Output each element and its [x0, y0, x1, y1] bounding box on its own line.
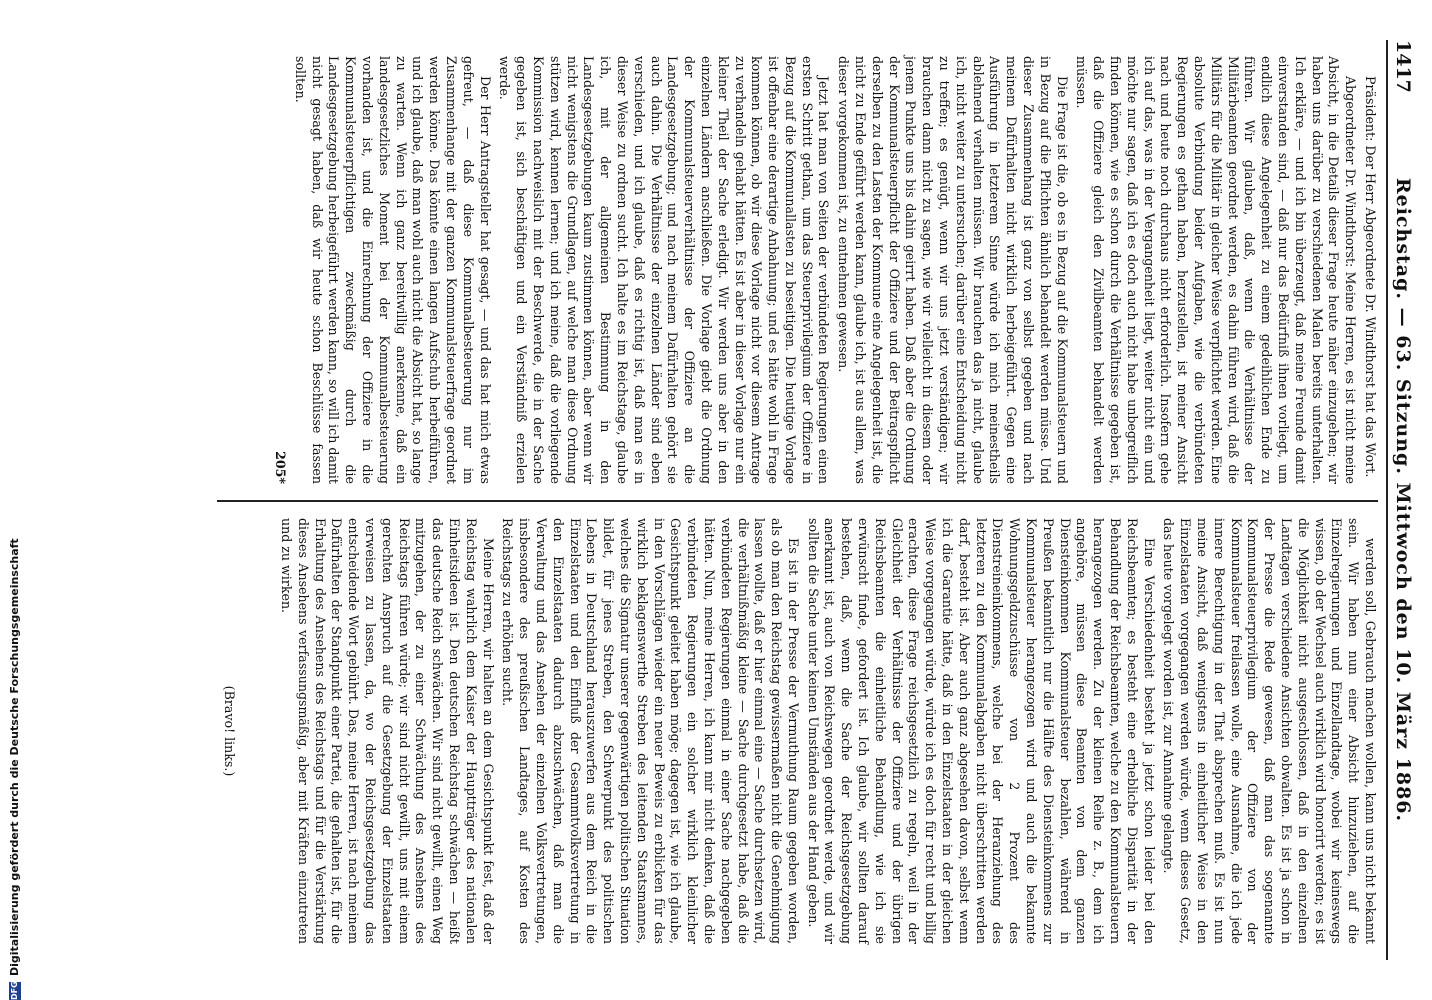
- digitization-note: Digitalisierung gefördert durch die Deutsche Forschungsgemeinschaft: [8, 538, 21, 976]
- right-column: [217, 500, 1378, 960]
- text-columns: [217, 40, 1378, 960]
- session-title: Reichstag. — 63. Sitzung. Mittwoch den 10. März 1886.: [1392, 177, 1414, 823]
- applause-note: (Bravo! links.): [222, 685, 238, 777]
- paragraph: werden soll, Gebrauch machen wollen, kann uns nicht bekannt sein. Wir haben nun einer Absicht hinzuziehen, auf die Einzelregierungen und Einzellandtage, wobei wir keineswegs wissen, ob der Wechsel auch wirklich wird honorirt werden; es ist die Möglichkeit nicht ausgeschlossen, daß in den einzelnen Landtagen verschiedene Ansichten obwalten. Es ist ja schon in der Presse die Rede gewesen, daß man das sogenannte Kommunalsteuerprivilegium der Offiziere von der Kommunalsteuer freilassen wolle, eine Ausnahme, die ich jede innere Berechtigung in der That absprechen muß. Es ist nun meine Ansicht, daß wenigstens in einheitlicher Weise in den Einzelstaaten vorgegangen werden würde, wenn dieses Gesetz, das heute vorgelegt worden ist, zur Annahme gelangte.: [1161, 518, 1378, 944]
- paragraph: Eine Verschiedenheit besteht ja jetzt schon leider bei den Reichsbeamten; es besteht eine erhebliche Disparität in der Behandlung der Reichsbeamten, welche zu den Kommunalsteuern herangezogen werden. Zu der kleinen Reihe z. B., dem ich angehöre, müssen diese Beamten von dem ganzen Diensteinkommen Kommunalsteuer bezahlen, während in Preußen bekanntlich nur die Hälfte des Diensteinkommens zur Kommunalsteuer herangezogen wird und auch die bekannte Wohnungsgeldzuschüsse von 2 Prozent des Dienstreineinkommens, welche bei der Heranziehung des letzteren zu den Kommunalabgaben nicht überschritten werden darf, besteht ist. Aber auch ganz abgesehen davon, selbst wenn ich die Garantie hätte, daß in den Einzelstaaten in der gleichen Weise vorgegangen würde, würde ich es doch für recht und billig erachten, diese Frage reichsgesetzlich zu regeln, weil in der Gleichheit der Verhältnisse der Offiziere und der übrigen Reichsbeamten die einheitliche Behandlung, wie ich sie erwünscht finde, gefordert ist. Ich glaube, wir sollten darauf bestehen, daß, wenn die Sache der Reichsgesetzgebung anerkannt ist, auch von Reichswegen geordnet werde, und wir sollten die Sache unter keinen Umständen aus der Hand geben.: [805, 518, 1157, 944]
- left-column: [217, 40, 1378, 500]
- page-number: 1417: [1392, 40, 1414, 93]
- paragraph: Die Frage ist die, ob es in Bezug auf die Kommunalsteuern und in Bezug auf die Pflichten ähnlich behandelt werden müsse. Und dieser Zusammenhang ist ganz von selbst gegeben und nach meinem Dafürhalten nicht wirklich herbeigeführt. Gegen eine Ausführung in letzterem Sinne würde ich mich meinestheils ablehnend verhalten müssen. Wir brauchen das ja nicht, glaube ich, nicht weiter zu untersuchen; darüber eine Entscheidung nicht zu treffen; es genügt, wenn wir uns jetzt verständigen; wir brauchen dann nicht zu sagen, wie wir vielleicht in diesem oder jenem Punkte uns bis dahin geirrt haben. Daß aber die Ordnung der Kommunalsteuerpflicht der Offiziere und der Beitragspflicht derselben zu den Lasten der Kommune eine Angelegenheit ist, die nicht zu Ende geführt werden kann, glaube ich, ist aus allem, was dieser vorgekommen ist, zu entnehmen gewesen.: [836, 56, 1070, 484]
- document-page: [32, 0, 1432, 1000]
- sheet-number: 205*: [273, 451, 288, 484]
- digitization-strip: [0, 0, 21, 1000]
- paragraph: Meine Herren, wir halten an dem Gesichtspunkt fest, daß der Reichstag wahrlich dem Kaiser der Hauptträger des nationalen Einheitsideen ist. Den deutschen Reichstag schwächen — heißt das deutsche Reich schwächen. Wir sind nicht gewillt, einen Weg mitzugehen, der zu einer Schwächung des Ansehens des Reichstags führen würde; wir sind nicht gewillt, uns mit einem gerechten Anspruch auf die Gesetzgebung der Einzelstaaten verweisen zu lassen, da, wo der Reichsgesetzgebung das entscheidende Wort gebührt. Das, meine Herren, ist nach meinem Dafürhalten der Standpunkt einer Partei, die gehalten ist, für die Erhaltung des Ansehens des Reichstags und für die Verstärkung dieses Ansehens verfassungsmäßig, aber mit Kräften einzutreten und zu wirken.: [279, 518, 496, 944]
- paragraph: Der Herr Antragsteller hat gesagt, — und das hat mich etwas gefreut, — daß diese Kommunalbesteuerung nur im Zusammenhange mit der ganzen Kommunalsteuerfrage geordnet werden könne. Das könnte einen langen Aufschub herbeiführen, und ich glaube, daß man wohl auch nicht die Absicht hat, so lange zu warten. Wenn ich ganz bereitwillig anerkenne, daß ein landesgesetzliches Moment bei der Kommunalbesteuerung vorhanden ist, und die Einrechnung der Offiziere in die Kommunalsteuerpflichtigen zweckmäßig durch die Landesgesetzgebung herbeigeführt werden kann, so will ich damit nicht gesagt haben, daß wir heute schon Beschlüsse fassen sollten.: [292, 56, 493, 484]
- paragraph: Jetzt hat man von Seiten der verbündeten Regierungen einen ersten Schritt gethan, um das Steuerprivilegium der Offiziere in Bezug auf die Kommunallasten zu beseitigen. Die heutige Vorlage ist offenbar eine derartige Anbahnung; und es hätte wohl in Frage kommen können, ob wir diese Vorlage nicht vor diesem Antrage zu verhandeln gehabt hätten. Es ist aber in dieser Vorlage nur ein kleiner Theil der Sache erledigt. Wir werden uns aber in den einzelnen Ländern anschließen. Die Vorlage giebt die Ordnung der Kommunalsteuerverhältnisse der Offiziere an die Landesgesetzgebung; und nach meinem Dafürhalten gehört sie auch dahin. Die Verhältnisse der einzelnen Länder sind eben verschieden, und ich glaube, daß es richtig ist, daß man es in dieser Weise zu ordnen sucht. Ich halte es im Reichstage, glaube ich, mit der allgemeinen Bestimmung in den Landesgesetzgebungen kaum zustimmen können, aber wenn wir nicht wenigstens die Grundlagen, auf welche man diese Ordnung stützen wird, kennen lernen; und ich meine, daß die vorliegende Kommission nachweislich mit der Beschwerde, die in der Sache gegeben ist, sich beschäftigen und ein Verständniß erzielen werde.: [497, 56, 832, 484]
- dfg-logo-icon: DFG: [9, 981, 19, 1000]
- paragraph: Präsident: Der Herr Abgeordnete Dr. Windthorst hat das Wort.: [1363, 76, 1378, 478]
- paragraph: Es ist in der Presse der Vermuthung Raum gegeben worden, als ob man den Reichstag gewissermaßen nicht die Genehmigung lassen wollte, daß er hier einmal eine — Sache durchsetzen wird, die verhältnißmäßig kleine — Sache durchgesetzt habe, daß die verbündeten Regierungen einmal in einer Sache nachgegeben hätten. Nun, meine Herren, ich kann mir nicht denken, daß die verbündeten Regierungen ein solcher wirklich kleinlicher Gesichtspunkt geleitet haben möge; dagegen ist, wie ich glaube, in den Vorschlägen wieder ein neuer Beweis zu erblicken für das wirklich beklagenswerthe Streben des leitenden Staatsmannes, welches die Signatur unserer gegenwärtigen politischen Situation bildet, für jenes Streben, den Schwerpunkt des politischen Lebens in Deutschland herauszuwerfen aus dem Reich in die Einzelstaaten und den Einfluß der Gesammtvolksvertretung in den Einzelstaaten dadurch abzuschwächen, daß man die Verwaltung und das Ansehen der einzelnen Volksvertretungen, insbesondere des preußischen Landtages, auf Kosten des Reichstags zu erhöhen sucht.: [500, 518, 801, 944]
- paragraph: Abgeordneter Dr. Windthorst: Meine Herren, es ist nicht meine Absicht, in die Details dieser Frage heute näher einzugehen; wir haben uns darüber zu verschiedenen Malen bereits unterhalten. Ich erkläre, — und ich bin überzeugt, daß meine Freunde damit einverstanden sind, — daß nur das Bedürfniß ihnen vorliegt, um endlich diese Angelegenheit zu einem gedeihlichen Ende zu führen. Wir glauben, daß, wenn die Verhältnisse der Militärbeamten geordnet werden, es dahin führen wird, daß die Militärs für die Militär in gleicher Weise verpflichtet werden. Eine absolute Verbindung beider Aufgaben, wie die verbündeten Regierungen es gethan haben, herzustellen, ist meiner Ansicht nach und heute noch durchaus nicht erforderlich. Insofern gehe ich auf das, was in der Vergangenheit liegt, weiter nicht ein und möchte nur sagen, daß ich es doch auch nicht habe unbegreiflich finden können, wie es schon durch die Verhältnisse gegeben ist, daß die Offiziere gleich den Zivilbeamten behandelt werden müssen.: [1074, 56, 1359, 484]
- page-header: [1386, 40, 1414, 960]
